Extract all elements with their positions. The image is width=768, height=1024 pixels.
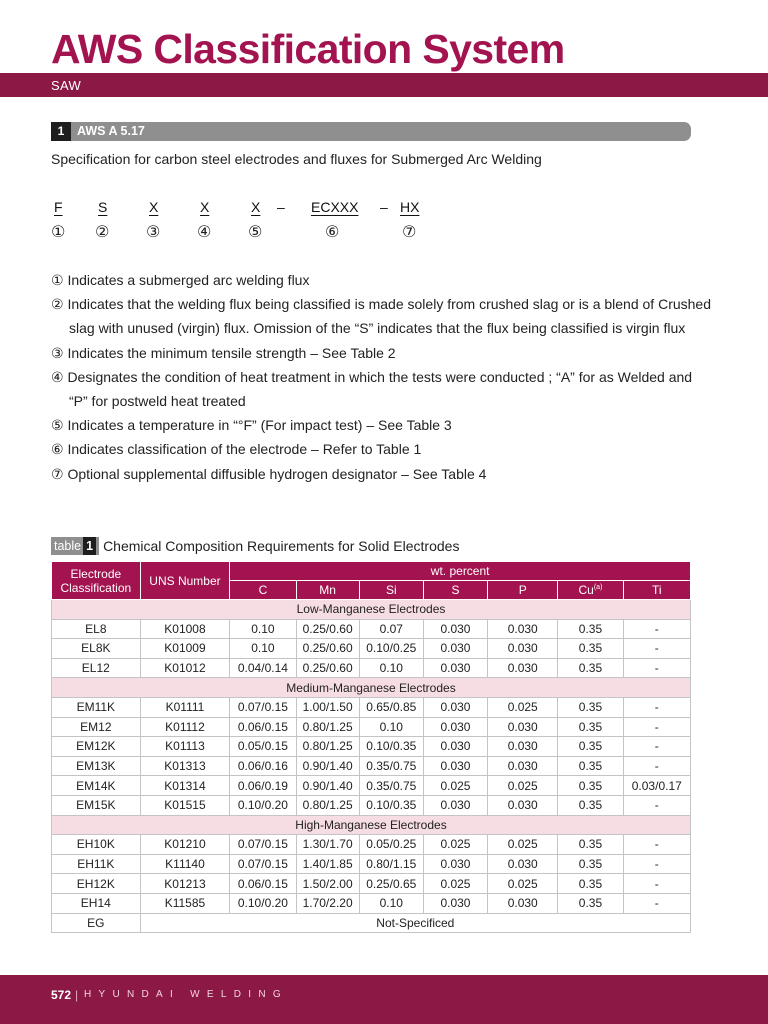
title-bar — [0, 73, 768, 97]
table-cell: 1.30/1.70 — [296, 835, 359, 855]
table-cell: 0.030 — [488, 717, 558, 737]
formula-dash: – — [277, 199, 285, 215]
table-cell: 0.10 — [359, 717, 423, 737]
table-cell: 0.030 — [423, 697, 487, 717]
page-number: 572 — [51, 988, 72, 1002]
table-cell: - — [623, 795, 690, 815]
table-cell: 0.025 — [488, 776, 558, 796]
header-element: Ti — [623, 581, 690, 600]
header-uns-number: UNS Number — [140, 562, 230, 600]
table-cell: 1.40/1.85 — [296, 854, 359, 874]
table-cell: K01009 — [140, 639, 230, 659]
table-cell: 0.025 — [423, 776, 487, 796]
table-cell: - — [623, 874, 690, 894]
formula-marker: ③ — [146, 224, 161, 241]
table-cell: 0.10/0.35 — [359, 737, 423, 757]
table-cell: 0.06/0.15 — [230, 717, 296, 737]
table-cell: 0.025 — [423, 835, 487, 855]
indication-item: ④ Designates the condition of heat treatment in which the tests were conducted ; “A” for as Welded and “P” for postweld heat treated — [51, 368, 693, 410]
table-cell: 0.030 — [488, 756, 558, 776]
table-cell: EL8K — [52, 639, 141, 659]
table-cell: 0.35 — [558, 756, 623, 776]
table-cell: EM12 — [52, 717, 141, 737]
header-element-cu — [558, 581, 623, 600]
indication-item: ② Indicates that the welding flux being classified is made solely from crushed slag or is a blend of Crushed slag with unused (virgin) flux. Omission of the “S” indicates that the flux being classified is virgin flux — [51, 296, 712, 337]
formula-marker: ⑦ — [402, 224, 417, 241]
table-cell: 0.10 — [230, 619, 296, 639]
table-cell: 0.030 — [423, 737, 487, 757]
indication-item: ① Indicates a submerged arc welding flux — [51, 272, 310, 288]
table-cell: EL8 — [52, 619, 141, 639]
header-element: Mn — [296, 581, 359, 600]
table-cell: 0.03/0.17 — [623, 776, 690, 796]
table-cell: K01113 — [140, 737, 230, 757]
table-cell: 0.35 — [558, 874, 623, 894]
table-row-eg — [52, 913, 691, 933]
table-row — [52, 697, 691, 717]
footer-separator: | — [75, 988, 79, 1002]
table-cell: - — [623, 835, 690, 855]
table-cell: - — [623, 639, 690, 659]
table-cell: - — [623, 697, 690, 717]
table-cell: 0.030 — [488, 795, 558, 815]
table-cell: 0.05/0.25 — [359, 835, 423, 855]
formula-dash: – — [380, 199, 388, 215]
header-element: S — [423, 581, 487, 600]
chemical-composition-table — [51, 561, 691, 933]
table-cell: EM14K — [52, 776, 141, 796]
table-row — [52, 619, 691, 639]
group-row — [52, 815, 691, 835]
table-cell: K01313 — [140, 756, 230, 776]
table-caption-text: Chemical Composition Requirements for Solid Electrodes — [103, 538, 460, 554]
table-row — [52, 737, 691, 757]
table-cell: 0.030 — [488, 639, 558, 659]
table-cell: 0.80/1.25 — [296, 717, 359, 737]
section-description: Specification for carbon steel electrodes and fluxes for Submerged Arc Welding — [51, 151, 542, 167]
table-cell: EH10K — [52, 835, 141, 855]
header-electrode-classification: Electrode Classification — [52, 562, 141, 600]
table-cell: 0.030 — [423, 658, 487, 678]
table-cell: - — [623, 619, 690, 639]
table-cell: EM12K — [52, 737, 141, 757]
table-cell: 0.35/0.75 — [359, 756, 423, 776]
formula-marker: ⑤ — [248, 224, 263, 241]
indication-list — [51, 268, 711, 486]
table-caption — [51, 537, 459, 555]
table-cell: 0.35 — [558, 854, 623, 874]
table-cell: 0.10/0.25 — [359, 639, 423, 659]
table-cell: 0.030 — [423, 639, 487, 659]
group-title: High-Manganese Electrodes — [52, 815, 691, 835]
table-cell: 0.030 — [423, 795, 487, 815]
table-cell: 0.25/0.65 — [359, 874, 423, 894]
table-cell: K01210 — [140, 835, 230, 855]
table-cell: 0.35 — [558, 717, 623, 737]
table-cell: 0.35 — [558, 658, 623, 678]
header-element: P — [488, 581, 558, 600]
table-body — [52, 600, 691, 933]
table-cell: 0.030 — [423, 717, 487, 737]
table-row — [52, 835, 691, 855]
table-row — [52, 717, 691, 737]
table-cell: EM15K — [52, 795, 141, 815]
table-cell: K11585 — [140, 893, 230, 913]
table-cell: - — [623, 737, 690, 757]
table-cell: 0.06/0.16 — [230, 756, 296, 776]
table-cell: K01515 — [140, 795, 230, 815]
section-title: AWS A 5.17 — [77, 124, 145, 138]
table-cell: 0.07/0.15 — [230, 697, 296, 717]
page-subtitle: SAW — [51, 78, 82, 93]
table-cell: - — [623, 854, 690, 874]
table-cell: 0.030 — [423, 756, 487, 776]
table-cell: EG — [52, 913, 141, 933]
table-cell: 0.10/0.20 — [230, 795, 296, 815]
table-cell: 0.025 — [423, 874, 487, 894]
formula-part: HX — [400, 199, 420, 215]
formula-part: ECXXX — [311, 199, 359, 215]
formula-part: F — [54, 199, 63, 215]
table-badge-label: table — [54, 539, 82, 553]
formula-marker: ② — [95, 224, 110, 241]
table-cell: 0.35 — [558, 795, 623, 815]
table-cell: 1.00/1.50 — [296, 697, 359, 717]
table-cell: EH14 — [52, 893, 141, 913]
group-title: Medium-Manganese Electrodes — [52, 678, 691, 698]
indication-item: ③ Indicates the minimum tensile strength – See Table 2 — [51, 344, 396, 361]
indication-item: ⑤ Indicates a temperature in “°F” (For impact test) – See Table 3 — [51, 417, 452, 434]
table-cell: 0.10/0.20 — [230, 893, 296, 913]
table-row — [52, 658, 691, 678]
header-cu-note: (a) — [593, 584, 603, 591]
table-cell: K01008 — [140, 619, 230, 639]
footer-page — [51, 988, 82, 1002]
table-cell: EH12K — [52, 874, 141, 894]
table-cell: 0.025 — [488, 874, 558, 894]
table-cell: 0.90/1.40 — [296, 776, 359, 796]
table-cell: 0.25/0.60 — [296, 619, 359, 639]
table-cell: 0.030 — [488, 737, 558, 757]
table-cell: 0.05/0.15 — [230, 737, 296, 757]
table-cell: 0.030 — [423, 854, 487, 874]
table-cell: 0.65/0.85 — [359, 697, 423, 717]
table-cell: 0.030 — [488, 893, 558, 913]
table-cell: K11140 — [140, 854, 230, 874]
formula-marker: ① — [51, 224, 66, 241]
table-cell: 0.80/1.25 — [296, 795, 359, 815]
table-cell: 0.35 — [558, 639, 623, 659]
table-cell: 0.06/0.19 — [230, 776, 296, 796]
table-cell: 0.80/1.25 — [296, 737, 359, 757]
table-cell: EL12 — [52, 658, 141, 678]
table-cell: 0.90/1.40 — [296, 756, 359, 776]
group-row — [52, 600, 691, 620]
table-cell: - — [623, 717, 690, 737]
table-cell: 0.030 — [423, 619, 487, 639]
table-cell: - — [623, 756, 690, 776]
table-cell: 1.70/2.20 — [296, 893, 359, 913]
formula-marker: ④ — [197, 224, 212, 241]
table-cell: 0.025 — [488, 835, 558, 855]
table-cell: - — [623, 893, 690, 913]
footer-bar — [0, 975, 768, 1024]
table-cell: 0.35 — [558, 697, 623, 717]
table-cell: 0.07 — [359, 619, 423, 639]
formula-part: X — [200, 199, 210, 215]
table-cell: 0.10 — [230, 639, 296, 659]
table-cell: EM11K — [52, 697, 141, 717]
formula-part: X — [149, 199, 159, 215]
formula-part: S — [98, 199, 108, 215]
formula-part: X — [251, 199, 261, 215]
table-cell: 0.06/0.15 — [230, 874, 296, 894]
table-row — [52, 874, 691, 894]
table-cell: 1.50/2.00 — [296, 874, 359, 894]
table-cell: 0.10/0.35 — [359, 795, 423, 815]
table-cell: 0.030 — [488, 619, 558, 639]
group-title: Low-Manganese Electrodes — [52, 600, 691, 620]
footer-brand: HYUNDAI WELDING — [84, 989, 288, 1000]
table-cell: - — [623, 658, 690, 678]
header-element: C — [230, 581, 296, 600]
table-cell: K01314 — [140, 776, 230, 796]
indication-item: ⑦ Optional supplemental diffusible hydrogen designator – See Table 4 — [51, 465, 487, 482]
table-cell: 0.35 — [558, 835, 623, 855]
section-header — [51, 122, 691, 141]
table-row — [52, 893, 691, 913]
table-badge — [51, 537, 99, 555]
section-number: 1 — [51, 122, 71, 141]
table-cell: 0.35 — [558, 776, 623, 796]
table-cell: 0.35 — [558, 893, 623, 913]
table-cell: K01213 — [140, 874, 230, 894]
table-cell: 0.04/0.14 — [230, 658, 296, 678]
table-cell: 0.030 — [488, 658, 558, 678]
table-cell: 0.80/1.15 — [359, 854, 423, 874]
table-cell: K01012 — [140, 658, 230, 678]
table-cell: K01112 — [140, 717, 230, 737]
header-wt-percent: wt. percent — [230, 562, 691, 581]
table-cell: 0.07/0.15 — [230, 835, 296, 855]
table-cell: 0.25/0.60 — [296, 658, 359, 678]
table-cell: 0.35 — [558, 619, 623, 639]
formula-marker: ⑥ — [325, 224, 340, 241]
table-row — [52, 854, 691, 874]
table-cell: 0.35 — [558, 737, 623, 757]
table-cell: 0.10 — [359, 893, 423, 913]
table-cell: 0.10 — [359, 658, 423, 678]
table-cell: 0.25/0.60 — [296, 639, 359, 659]
table-cell: 0.030 — [423, 893, 487, 913]
header-element: Si — [359, 581, 423, 600]
table-badge-number: 1 — [83, 537, 96, 555]
table-cell: 0.35/0.75 — [359, 776, 423, 796]
page-title: AWS Classification System — [51, 26, 565, 72]
table-cell: EH11K — [52, 854, 141, 874]
header-element: Cu — [578, 583, 594, 597]
indication-item: ⑥ Indicates classification of the electrode – Refer to Table 1 — [51, 441, 422, 458]
table-cell-not-specified: Not-Specificed — [140, 913, 690, 933]
table-cell: K01111 — [140, 697, 230, 717]
table-cell: 0.025 — [488, 697, 558, 717]
table-cell: EM13K — [52, 756, 141, 776]
table-row — [52, 639, 691, 659]
table-row — [52, 776, 691, 796]
table-cell: 0.030 — [488, 854, 558, 874]
group-row — [52, 678, 691, 698]
table-row — [52, 756, 691, 776]
table-row — [52, 795, 691, 815]
table-cell: 0.07/0.15 — [230, 854, 296, 874]
